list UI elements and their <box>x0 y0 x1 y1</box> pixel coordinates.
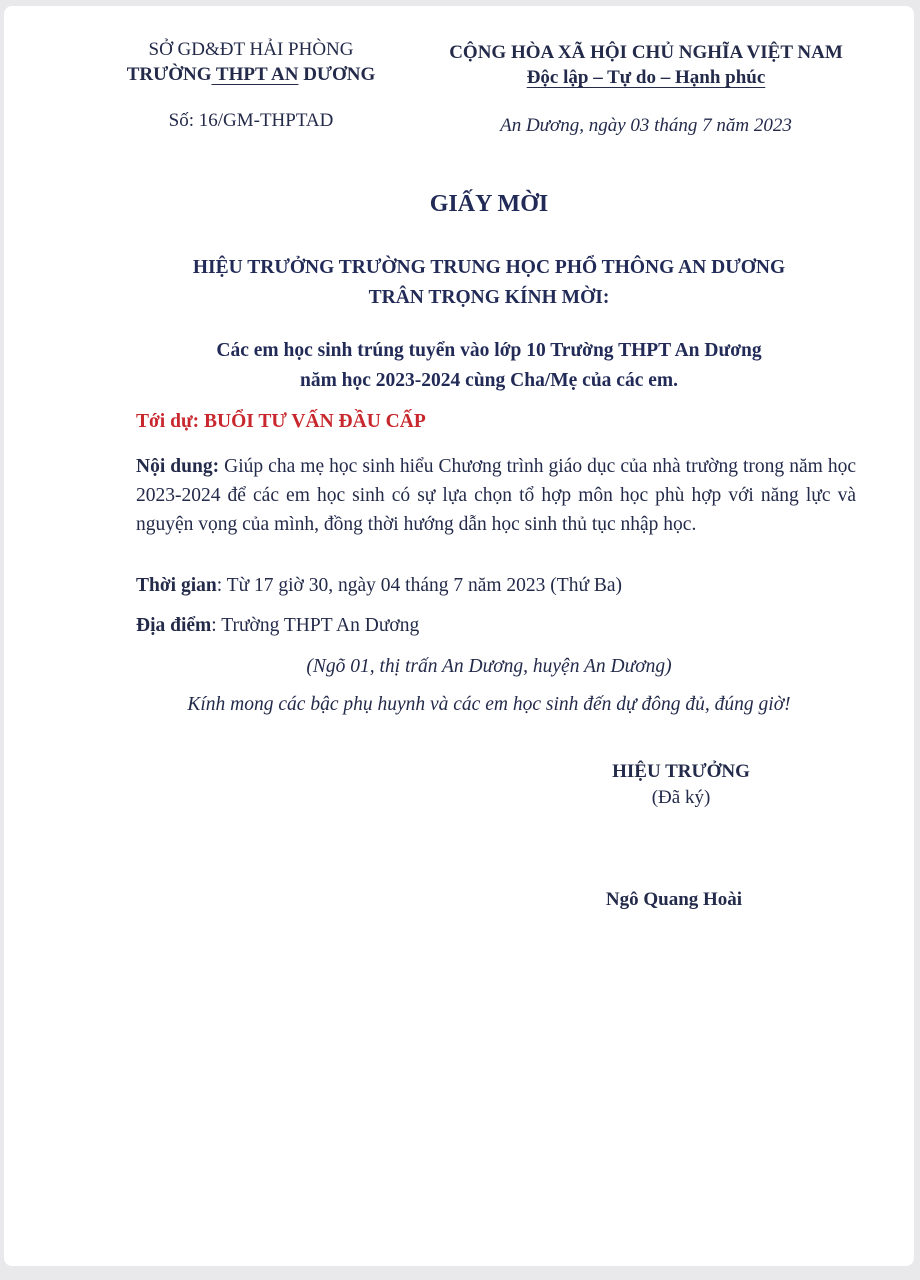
school-name-part3: DƯƠNG <box>298 64 376 85</box>
signature-status: (Đã ký) <box>651 787 711 808</box>
national-motto-text: Độc lập – Tự do – Hạnh phúc <box>526 67 766 88</box>
location-label: Địa điểm <box>136 615 212 636</box>
department-name: SỞ GD&ĐT HẢI PHÒNG <box>148 39 354 60</box>
invitees-line1: Các em học sinh trúng tuyển vào lớp 10 Trường THPT An Dương <box>216 340 762 361</box>
event-name: BUỔI TƯ VẤN ĐẦU CẤP <box>204 411 426 432</box>
school-name-part1: TRƯỜNG <box>126 64 212 85</box>
issue-date: An Dương, ngày 03 tháng 7 năm 2023 <box>500 115 792 136</box>
national-motto <box>436 66 856 90</box>
time-label: Thời gian <box>136 575 217 596</box>
national-title: CỘNG HÒA XÃ HỘI CHỦ NGHĨA VIỆT NAM <box>449 42 843 63</box>
document-number: Số: 16/GM-THPTAD <box>168 110 334 131</box>
time-line <box>136 575 622 597</box>
document-title: GIẤY MỜI <box>429 191 549 217</box>
content-paragraph <box>136 452 856 539</box>
closing-remark: Kính mong các bậc phụ huynh và các em học sinh đến dự đông đủ, đúng giờ! <box>187 694 791 715</box>
content-text: Giúp cha mẹ học sinh hiểu Chương trình giáo dục của nhà trường trong năm học 2023-2024 để các em học sinh có sự lựa chọn tổ hợp môn học phù hợp với năng lực và nguyện vọng của mình, đồng thời hướng dẫn học sinh thủ tục nhập học. <box>136 456 856 535</box>
signer-name: Ngô Quang Hoài <box>605 889 743 910</box>
location-text: : Trường THPT An Dương <box>211 615 420 636</box>
location-line <box>136 615 419 637</box>
signature-title: HIỆU TRƯỞNG <box>612 761 750 782</box>
event-line <box>136 411 426 433</box>
invitation-line: TRÂN TRỌNG KÍNH MỜI: <box>368 287 610 308</box>
invitees-line2: năm học 2023-2024 cùng Cha/Mẹ của các em. <box>299 370 679 391</box>
invitation-page <box>4 6 914 1266</box>
school-name <box>116 63 386 87</box>
principal-line: HIỆU TRƯỞNG TRƯỜNG TRUNG HỌC PHỔ THÔNG AN DƯƠNG <box>192 257 786 278</box>
school-name-underlined: THPT AN <box>211 64 299 85</box>
time-text: : Từ 17 giờ 30, ngày 04 tháng 7 năm 2023 (Thứ Ba) <box>216 575 623 596</box>
content-label: Nội dung: <box>136 456 220 477</box>
location-address: (Ngõ 01, thị trấn An Dương, huyện An Dương) <box>306 656 672 677</box>
event-label: Tới dự: <box>136 411 205 432</box>
